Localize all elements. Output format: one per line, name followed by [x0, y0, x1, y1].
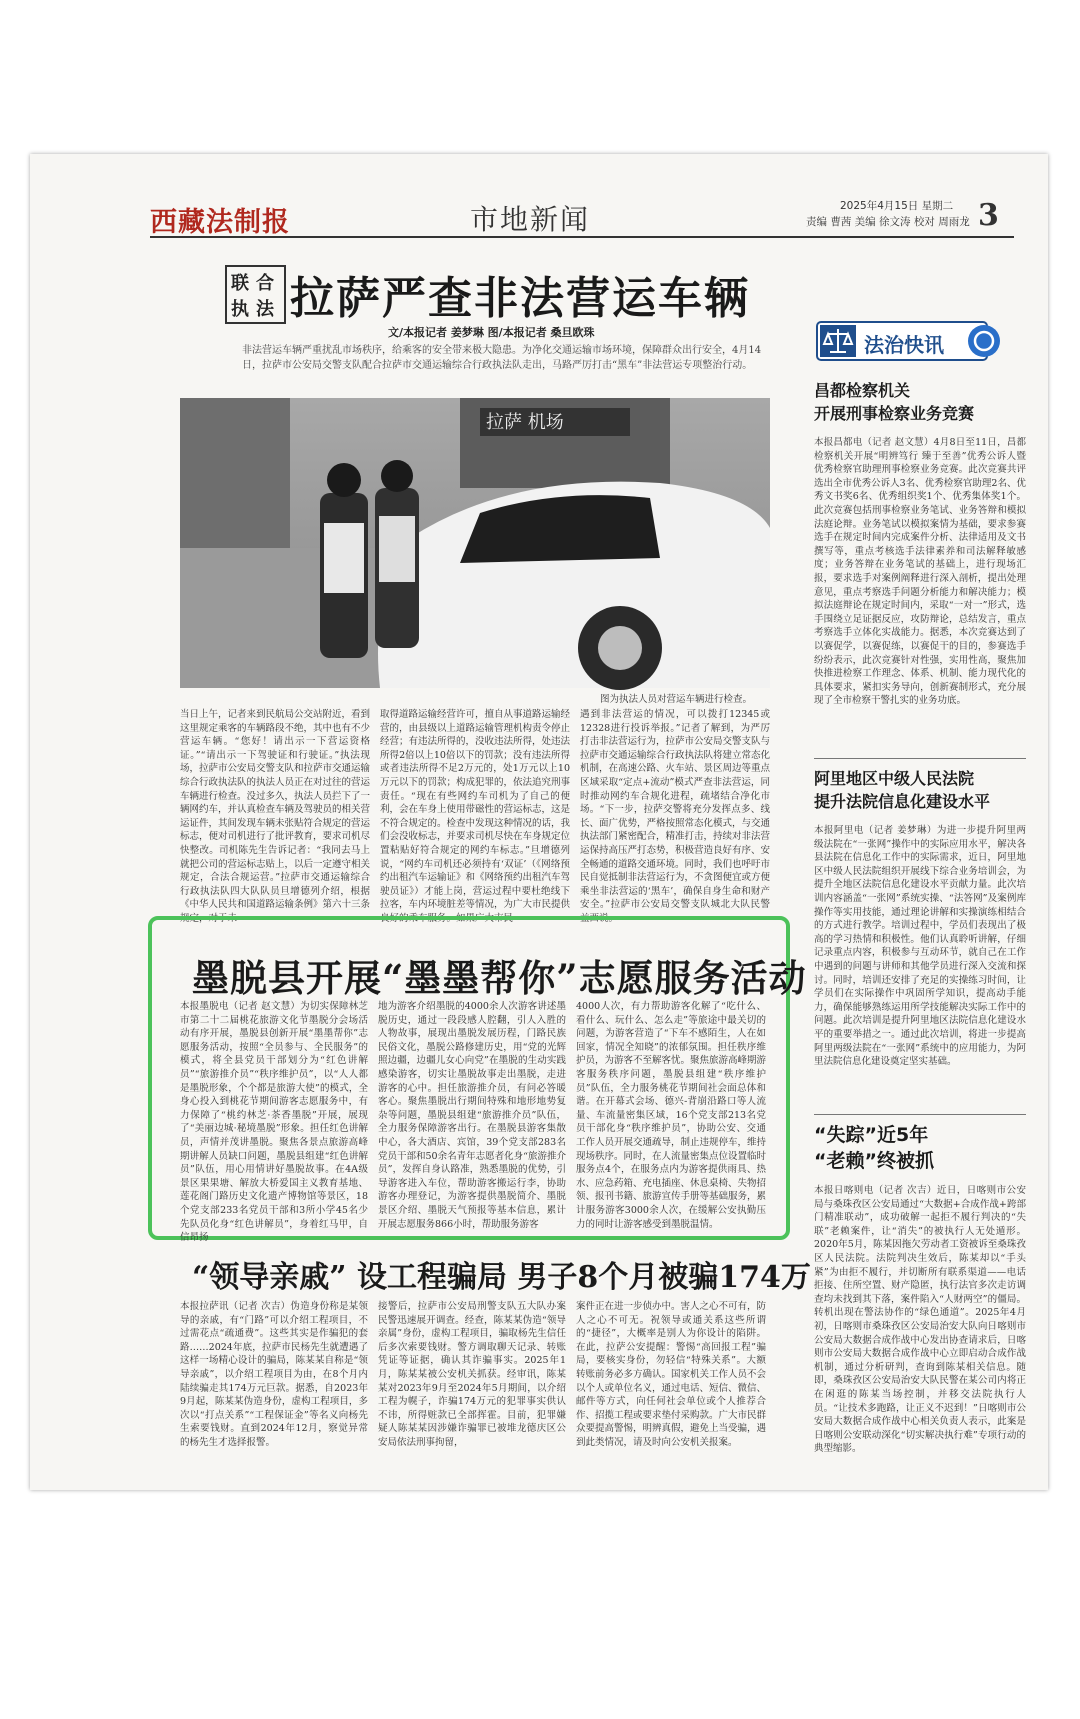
sidebar-item-3-title-line2: “老赖”终被抓 — [814, 1150, 934, 1172]
badge-char: 执 — [231, 299, 249, 320]
story2-column-3: 4000人次，有力帮助游客化解了“吃什么、看什么、玩什么、怎么走”等旅途中最关切的问题，为游客营造了“下车不感陌生，人在如回家，情况全知晓”的浓郁氛围。担任秩序维护员，为游客不至解客忧。聚焦旅游高峰期游客服务秩序问题，墨脱县组建“秩序维护员”队伍，全力服务桃花节期间社会面总体和谐。在开幕式会场、德兴-背崩沿路口等人流量、车流量密集区域，16个党支部213名党员干部化身“秩序维护员”，协助公安、交通工作人员开展交通疏导，制止违规停车，维持现场秩序。同时，在人流量密集点位设置临时服务点4个，在服务点内为游客提供雨具、热水、应急药箱、充电插座、休息桌椅、失物招领、报刊书籍、旅游宣传手册等基础服务，累计服务游客3000余人次，在缓解公安执勤压力的同时让游客感受到墨脱温情。 — [576, 1001, 767, 1230]
story3-column-3: 案件正在进一步侦办中。害人之心不可有，防人之心不可无。祝领导或通关系这些所谓的“捷径”，大概率是别人为你设计的陷阱。在此，拉萨公安提醒：警惕“高回报工程”骗局，要核实身份，勿轻信“特殊关系”。大额转账前务必多方确认。国家机关工作人员不会以个人或单位名义，通过电话、短信、微信、邮件等方式，向任何社会单位或个人推荐合作、招揽工程或要求垫付采购款。广大市民群众要提高警惕，明辨真假，避免上当受骗，遇到此类情况，请及时向公安机关报案。 — [576, 1301, 767, 1448]
story3-headline: “领导亲戚” 设工程骗局 男子8个月被骗174万 — [192, 1260, 811, 1295]
story2-column-2: 地为游客介绍墨脱的4000余人次游客讲述墨脱历史，通过一段段感人腔翻，引人入胜的人物故事，展现出墨脱发展历程，门路民族民俗文化，墨脱公路修建历史，用“党的光辉照边疆，边疆儿女心向党”在墨脱的生动实践感染游客，切实让墨脱故事走出墨脱，走进游客的心中。担任旅游推介员，有问必答暖客心。聚焦墨脱出行期间特殊和地形地势复杂等问题，墨脱县组建“旅游推介员”队伍，全力服务保障游客出行。在墨脱县游客集散中心，各大酒店、宾馆，39个党支部283名党员干部和50余名青年志愿者化身“旅游推介员”，发挥自身认路准，熟悉墨脱的优势，引导游客进入车位，帮助游客搬运行李，协助游客办理登记，为游客提供墨脱简介、墨脱景区介绍、墨脱天气预报等基本信息，累计开展志愿服务866小时，帮助服务游客 — [378, 1001, 566, 1230]
story1-byline: 文/本报记者 姜梦琳 图/本报记者 桑旦欧珠 — [388, 326, 595, 339]
masthead — [150, 198, 1014, 238]
story1-headline: 拉萨严查非法营运车辆 — [290, 273, 750, 324]
story1-column-2: 取得道路运输经营许可，擅自从事道路运输经营的，由县级以上道路运输管理机构责令停止经营；有违法所得的，没收违法所得，处违法所得2倍以上10倍以下的罚款；没有违法所得或者违法所得不足2万元的，处1万元以上10万元以下的罚款；构成犯罪的，依法追究刑事责任。“现在有些网约车司机为了自己的便利，会在车身上使用带磁性的营运标志，这是不符合规定的。检查中发现这种情况的话，我们会没收标志，并要求司机尽快在车身规定位置粘贴好符合规定的网约车标志。”旦增德列说，“网约车司机还必须持有‘双证’（《网络预约出租汽车运输证》和《网络预约出租汽车驾驶员证》）才能上岗，营运过程中要杜绝线下拉客，车内环境脏差等情况，为广大市民提供良好的乘车服务。如果广大市民 — [380, 709, 571, 924]
legal-news-badge-label: 法治快讯 — [864, 333, 944, 357]
story2-column-1: 本报墨脱电（记者 赵文慧）为切实保障林芝市第二十二届桃花旅游文化节墨脱分会场活动有序开展，墨脱县创新开展“墨墨帮你”志愿服务活动，按照“全员参与、全民服务”的模式，将全县党员干部划分为“红色讲解员”“旅游推介员”“秩序维护员”，以“人人都是墨脱形象，个个都是旅游大使”的模式，全身心投入到桃花节期间游客志愿服务中，有力保障了“桃约林芝·茶香墨脱”开展，展现了“美丽边城·秘境墨脱”形象。担任红色讲解员，声情并茂讲墨脱。聚焦各景点旅游高峰期讲解人员缺口问题，墨脱县组建“红色讲解员”队伍，用心用情讲好墨脱故事。在4A级景区果果塘、解放大桥爱国主义教育基地、莲花阁门路历史文化遗产博物馆等景区，18个党支部233名党员干部和3所小学45名少先队员化身“红色讲解员”，身着红马甲，自信昂扬 — [180, 1001, 368, 1244]
sidebar-item-3-title-line1: “失踪”近5年 — [814, 1124, 929, 1146]
masthead-rule — [150, 236, 1014, 238]
sidebar-item-2-title-line2: 提升法院信息化建设水平 — [814, 792, 991, 811]
legal-news-badge — [816, 318, 1002, 364]
story3-column-1: 本报拉萨讯（记者 次吉）伪造身份称是某领导的亲戚，有“门路”可以介绍工程项目，不过需花点“疏通费”。这些其实是作骗犯的套路……2024年底，拉萨市民杨先生就遭遇了这样一场精心设计的骗局，陈某某自称是“领导亲戚”，以介绍工程项目为由，在8个月内陆续骗走其174万元巨款。据悉，自2023年9月起，陈某某伪造身份，虚构工程项目，多次以“打点关系”“工程保证金”等名义向杨先生索要钱财。直到2024年12月，察觉异常的杨先生才选择报警。 — [180, 1301, 368, 1448]
sidebar-item-1-title-line1: 昌都检察机关 — [814, 381, 911, 400]
photo-caption: 图为执法人员对营运车辆进行检查。 — [600, 694, 753, 705]
newspaper-brand: 西藏法制报 — [150, 207, 290, 238]
sidebar-item-1-body: 本报昌都电（记者 赵文慧）4月8日至11日，昌都检察机关开展“明辨笃行 臻于至善”优秀公诉人暨优秀检察官助理刑事检察业务竞赛。此次竞赛共评选出全市优秀公诉人3名、优秀检察官助理2名、优秀文书奖6名、优秀组织奖1个、优秀集体奖1个。此次竞赛包括刑事检察业务笔试、业务答辩和模拟法庭论辩。业务笔试以模拟案情为基础，要求参赛选手在规定时间内完成案件分析、法律适用及文书撰写等，重点考核选手法律素养和司法解释敏感度；业务答辩在业务笔试的基础上，进行现场汇报，要求选手对案例阐释进行深入剖析，提出处理意见，重点考察选手问题分析能力和解决能力；模拟法庭辩论在规定时间内，采取“一对一”形式，选手围绕立足证据反应，攻防辩论，总结发言，重点考察选手立体化实战能力。据悉，本次竞赛达到了以赛促学，以赛促练，以赛促干的目的，参赛选手纷纷表示，此次竞赛针对性强，实用性高，聚焦加快推进检察工作理念、体系、机制、能力现代化的具体要求，紧扣实务导向，创新赛制形式，充分展现了全市检察干警扎实的业务功底。 — [814, 437, 1026, 707]
story2-headline: 墨脱县开展“墨墨帮你”志愿服务活动 — [192, 956, 807, 1000]
sidebar-divider — [814, 1114, 1026, 1115]
story1-lead: 非法营运车辆严重扰乱市场秩序，给乘客的安全带来极大隐患。为净化交通运输市场环境，保障群众出行安全，4月14日，拉萨市公安局交警支队配合拉萨市交通运输综合行政执法队走出，马路严厉打击“黑车”非法营运专项整治行动。 — [242, 345, 762, 371]
svg-text:拉萨 机场: 拉萨 机场 — [486, 412, 564, 433]
badge-char: 联 — [231, 273, 249, 294]
editor-credits: 责编 曹茜 美编 徐文涛 校对 周雨龙 — [806, 216, 970, 228]
page-number: 3 — [978, 198, 999, 233]
badge-char: 合 — [256, 273, 274, 294]
sidebar-item-2-body: 本报阿里电（记者 姜梦琳）为进一步提升阿里两级法院在“一张网”操作中的实际应用水平，解决各县法院在信息化工作中的实际需求，近日，阿里地区中级人民法院组织开展线下综合业务培训会，为提升全地区法院信息化建设水平贡献力量。此次培训内容涵盖“一张网”系统实操、“法答网”及案例库操作等实用技能，通过理论讲解和实操演练相结合的方式进行教学。培训过程中，学员们表现出了极高的学习热情和积极性。他们认真聆听讲解，仔细记录重点内容，积极参与互动环节，就自己在工作中遇到的问题与讲师和其他学员进行深入交流和探讨。同时，培训还安排了充足的实操练习时间，让学员们在实际操作中巩固所学知识，提高动手能力，确保能够熟练运用所学技能解决实际工作中的问题。此次培训是提升阿里地区法院信息化建设水平的重要举措之一。通过此次培训，将进一步提高阿里两级法院在“一张网”系统中的应用能力，为阿里法院信息化建设奠定坚实基础。 — [814, 825, 1026, 1068]
joint-enforcement-badge — [225, 265, 286, 324]
sidebar-item-3-body: 本报日喀则电（记者 次吉）近日，日喀则市公安局与桑珠孜区公安局通过“大数据+合成作战+跨部门精准联动”，成功破解一起拒不履行判决的“失联”老赖案件，让“消失”的被执行人无处遁形。2020年5月，陈某因拖欠劳动者工资被诉至桑珠孜区人民法院。法院判决生效后，陈某却以“手头紧”为由拒不履行，并切断所有联系渠道——电话拒接、住所空置、财产隐匿，执行法官多次走访调查均未找到其下落，案件陷入“人财两空”的僵局。转机出现在警法协作的“绿色通道”。2025年4月初，日喀则市桑珠孜区公安局治安大队向日喀则市公安局大数据合成作战中心发出协查请求后，日喀则市公安局大数据合成作战中心立即启动合成作战机制，通过分析研判，查询到陈某相关信息。随即，桑珠孜区公安局治安大队民警在某公司内将正在闲逛的陈某当场控制，并移交法院执行人员。“让技术多跑路，让正义不迟到！”日喀则市公安局大数据合成作战中心相关负责人表示，此案是日喀则公安联动深化“切实解决执行难”专项行动的典型缩影。 — [814, 1185, 1026, 1455]
sidebar-divider — [814, 758, 1026, 759]
news-photo-traffic-inspection — [180, 398, 770, 688]
issue-date: 2025年4月15日 星期二 — [840, 200, 954, 212]
badge-char: 法 — [256, 299, 274, 320]
sidebar-item-1-title-line2: 开展刑事检察业务竞赛 — [814, 404, 975, 423]
section-title: 市地新闻 — [470, 203, 591, 236]
sidebar-item-2-title-line1: 阿里地区中级人民法院 — [814, 769, 975, 788]
story1-column-3: 遇到非法营运的情况，可以拨打12345或12328进行投诉举报。”记者了解到，为严厉打击非法营运行为，拉萨市公安局交警支队与拉萨市交通运输综合行政执法队将建立常态化机制，在高速公路、火车站、景区周边等重点区域采取“定点+流动”模式严查非法营运，同时推动网约车合规化进程，疏堵结合净化市场。“下一步，拉萨交警将充分发挥点多、线长、面广优势，严格按照常态化模式，与交通执法部门紧密配合，精准打击，持续对非法营运保持高压严打态势，积极营造良好有序、安全畅通的道路交通环境。同时，我们也呼吁市民自觉抵制非法营运行为，不贪图便宜或方便乘坐非法营运的‘黑车’，确保自身生命和财产安全。”拉萨市公安局交警支队城北大队民警益西说。 — [580, 709, 771, 924]
story3-column-2: 接警后，拉萨市公安局刑警支队五大队办案民警迅速展开调查。经查，陈某某伪造“领导亲属”身份，虚构工程项目，骗取杨先生信任后多次索要钱财。警方调取聊天记录、转账凭证等证据，确认其诈骗事实。2025年1月，陈某某被公安机关抓获。经审讯，陈某某对2023年9月至2024年5月期间，以介绍工程为幌子，诈骗174万元的犯罪事实供认不讳，所得赃款已全部挥霍。目前，犯罪嫌疑人陈某某因涉嫌诈骗罪已被堆龙德庆区公安局依法刑事拘留， — [378, 1301, 566, 1448]
story1-column-1: 当日上午，记者来到民航局公交站附近，看到这里规定乘客的车辆路段不绝，其中也有不少营运车辆。“您好！请出示一下营运资格证。”“请出示一下驾驶证和行驶证。”执法现场，拉萨市公安局交警支队和拉萨市交通运输综合行政执法队的执法人员正在对过往的营运车辆进行检查。没过多久，执法人员拦下了一辆网约车，并认真检查车辆及驾驶员的相关营运证件，其间发现车辆未张贴符合规定的营运标志，便对司机进行了批评教育，要求司机尽快整改。司机陈先生告诉记者：“我同去马上就把公司的营运标志贴上，以后一定遵守相关规定，合法合规运营。”拉萨市交通运输综合行政执法队四大队队员旦增德列介绍，根据《中华人民共和国道路运输条例》第六十三条规定，对于未 — [180, 709, 371, 924]
